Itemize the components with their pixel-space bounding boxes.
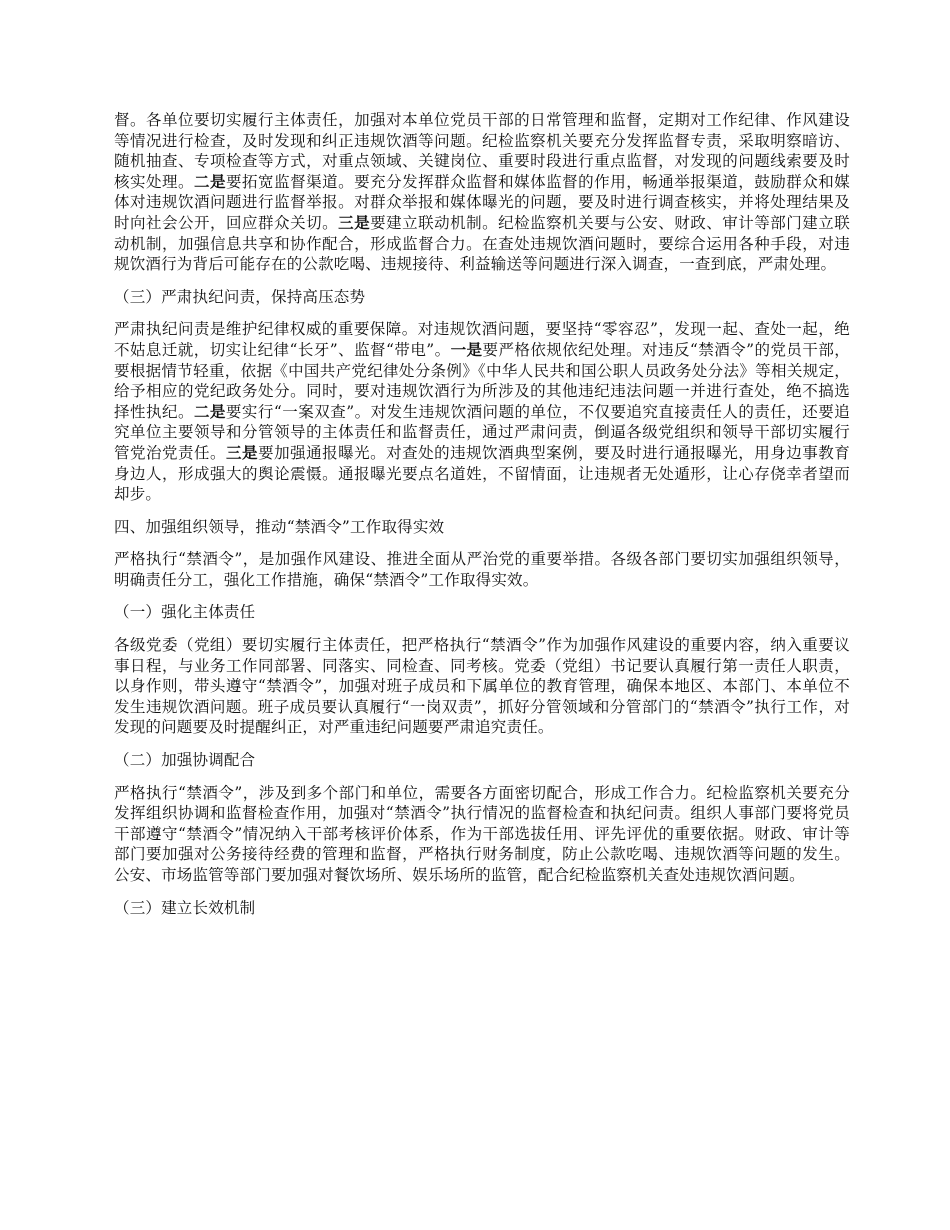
emphasis-text: 二是 xyxy=(193,401,226,421)
paragraph: 各级党委（党组）要切实履行主体责任，把严格执行“禁酒令”作为加强作风建设的重要内容，纳入重要议事日程，与业务工作同部署、同落实、同检查、同考核。党委（党组）书记要认真履行第一责任人职责，以身作则，带头遵守“禁酒令”，加强对班子成员和下属单位的教育管理，确保本地区、本部门、本单位不发生违规饮酒问题。班子成员要认真履行“一岗双责”，抓好分管领域和分管部门的“禁酒令”执行工作，对发现的问题要及时提醒纠正，对严重违纪问题要严肃追究责任。 xyxy=(114,636,850,737)
section-heading: （一）强化主体责任 xyxy=(114,603,256,622)
section-heading: （三）严肃执纪问责，保持高压态势 xyxy=(114,287,366,306)
document-body xyxy=(114,110,850,930)
section-heading: （三）建立长效机制 xyxy=(114,898,256,917)
emphasis-text: 一是 xyxy=(450,339,483,359)
section-heading: （二）加强协调配合 xyxy=(114,751,256,770)
paragraph: 严格执行“禁酒令”，是加强作风建设、推进全面从严治党的重要举措。各级各部门要切实加强组织领导，明确责任分工，强化工作措施，确保“禁酒令”工作取得实效。 xyxy=(114,550,850,589)
emphasis-text: 三是 xyxy=(226,442,259,462)
paragraph: 严格执行“禁酒令”，涉及到多个部门和单位，需要各方面密切配合，形成工作合力。纪检监察机关要充分发挥组织协调和监督检查作用，加强对“禁酒令”执行情况的监督检查和执纪问责。组织人事部门要将党员干部遵守“禁酒令”情况纳入干部考核评价体系，作为干部选拔任用、评先评优的重要依据。财政、审计等部门要加强对公务接待经费的管理和监督，严格执行财务制度，防止公款吃喝、违规饮酒等问题的发生。公安、市场监管等部门要加强对餐饮场所、娱乐场所的监管，配合纪检监察机关查处违规饮酒问题。 xyxy=(114,783,850,884)
paragraph: 严肃执纪问责是维护纪律权威的重要保障。对违规饮酒问题，要坚持“零容忍”，发现一起、查处一起，绝不姑息迁就，切实让纪律“长牙”、监督“带电”。一是要严格依规依纪处理。对违反“禁酒令”的党员干部，要根据情节轻重，依据《中国共产党纪律处分条例》《中华人民共和国公职人员政务处分法》等相关规定，给予相应的党纪政务处分。同时，要对违规饮酒行为所涉及的其他违纪违法问题一并进行查处，绝不搞选择性执纪。二是要实行“一案双查”。对发生违规饮酒问题的单位，不仅要追究直接责任人的责任，还要追究单位主要领导和分管领导的主体责任和监督责任，通过严肃问责，倒逼各级党组织和领导干部切实履行管党治党责任。三是要加强通报曝光。对查处的违规饮酒典型案例，要及时进行通报曝光，用身边事教育身边人，形成强大的舆论震慑。通报曝光要点名道姓，不留情面，让违规者无处遁形，让心存侥幸者望而却步。 xyxy=(114,320,850,504)
paragraph: 督。各单位要切实履行主体责任，加强对本单位党员干部的日常管理和监督，定期对工作纪律、作风建设等情况进行检查，及时发现和纠正违规饮酒等问题。纪检监察机关要充分发挥监督专责，采取明察暗访、随机抽查、专项检查等方式，对重点领域、关键岗位、重要时段进行重点监督，对发现的问题线索要及时核实处理。二是要拓宽监督渠道。要充分发挥群众监督和媒体监督的作用，畅通举报渠道，鼓励群众和媒体对违规饮酒问题进行监督举报。对群众举报和媒体曝光的问题，要及时进行调查核实，并将处理结果及时向社会公开，回应群众关切。三是要建立联动机制。纪检监察机关要与公安、财政、审计等部门建立联动机制，加强信息共享和协作配合，形成监督合力。在查处违规饮酒问题时，要综合运用各种手段，对违规饮酒行为背后可能存在的公款吃喝、违规接待、利益输送等问题进行深入调查，一查到底，严肃处理。 xyxy=(114,111,850,274)
emphasis-text: 三是 xyxy=(338,212,371,232)
emphasis-text: 二是 xyxy=(194,171,227,191)
section-heading: 四、加强组织领导，推动“禁酒令”工作取得实效 xyxy=(114,517,445,536)
